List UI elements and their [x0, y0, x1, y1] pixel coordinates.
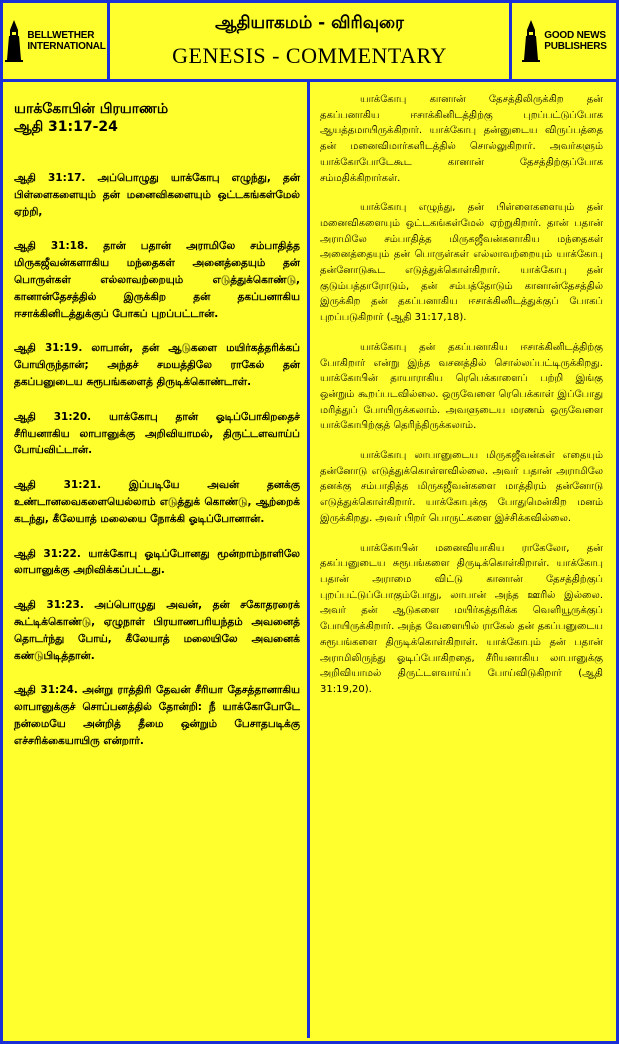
commentary-paragraph: யாக்கோபு கானான் தேசத்திலிருக்கிற தன் தகப்பனாகிய ஈசாக்கினிடத்திற்கு புறப்பட்டுப்போக ஆயத்தமாயிருக்கிறார். யாக்கோபு தன்னுடைய விருப்பத்தை தன் மனைவிமார்களிடத்தில் சொல்லுகிறார். அவர்களும் யாக்கோபோடேகூட கானான் தேசத்திற்குப்போக சம்மதிக்கிறார்கள்.	[320, 94, 603, 184]
verse-18: ஆதி 31:18. தான் பதான் அராமிலே சம்பாதித்த மிருகஜீவன்களாகிய மந்தைகள் அனைத்தையும் தன் பொருள்கள் எல்லாவற்றையும் எடுத்துக்கொண்டு, கானான்தேசத்தில் இருக்கிற தன் தகப்பனாகிய ஈசாக்கினிடத்துக்குப் போகப் புறப்பட்டான்.	[14, 240, 300, 320]
left-logo-line2: INTERNATIONAL	[27, 41, 106, 52]
commentary-column	[320, 92, 603, 712]
title-area	[110, 3, 509, 79]
column-divider	[307, 79, 310, 1038]
bell-tower-icon	[4, 20, 24, 62]
left-logo-line1: BELLWETHER	[27, 30, 95, 41]
commentary-paragraph: யாக்கோபின் மனைவியாகிய ராகேலோ, தன் தகப்பனுடைய சுரூபங்களை திருடிக்கொள்கிறாள். யாக்கோபு பதான் அராமை விட்டு கானான் தேசத்திற்குப் புறப்பட்டுப்போகும்போது, லாபான் அந்த ஊரில் இல்லை. அவர் தன் ஆடுகளை மயிர்கத்தரிக்க வெளியூருக்குப் போயிருக்கிறார். அந்த வேளையில் ராகேல் தன் தகப்பனுடைய சுரூபங்களை திருடிக்கொள்கிறாள். யாக்கோபும் தன் பதான் அராமிலிருந்து ஓடிப்போகிறதை, சீரியனாகிய லாபானுக்கு அறிவியாமல் திருட்டளவாய்ப் போய்விடுகிறார் (ஆதி 31:19,20).	[320, 542, 603, 695]
header	[3, 3, 616, 82]
heading-title: யாக்கோபின் பிரயாணம்	[14, 101, 169, 117]
commentary-paragraph: யாக்கோபு லாபானுடைய மிருகஜீவன்கள் எதையும் தன்னோடு எடுத்துக்கொள்ளவில்லை. அவர் பதான் அராமிலே தனக்கு சம்பாதித்த மிருகஜீவன்களை மாத்திரம் தன்னோடு எடுத்துக்கொள்கிறார். யாக்கோபுக்கு போதுமென்கிற மனம் இருக்கிறது. அவர் பிறர் பொருட்களை இச்சிக்கவில்லை.	[320, 450, 603, 524]
verse-23: ஆதி 31:23. அப்பொழுது அவன், தன் சகோதரரைக் கூட்டிக்கொண்டு, ஏழுநாள் பிரயாணபரியந்தம் அவனைத் தொடர்ந்து போய், கீலேயாத் மலையிலே அவனைக் கண்டுபிடித்தான்.	[14, 599, 300, 662]
section-heading	[14, 100, 300, 136]
commentary-paragraph: யாக்கோபு எழுந்து, தன் பிள்ளைகளையும் தன் மனைவிகளையும் ஒட்டகங்கள்மேல் ஏற்றுகிறார். தான் பதான் அராமிலே சம்பாதித்த மிருகஜீவன்களாகிய மந்தைகள் அனைத்தையும் தன் பொருள்கள் எல்லாவற்றையும் யாக்கோபு தன்னோடுகூட எடுத்துக்கொள்கிறார். யாக்கோபு தன் குடும்பத்தாரோடும், தன் சம்பத்தோடும் கானான்தேசத்தில் இருக்கிற தன் தகப்பனாகிய ஈசாக்கினிடத்துக்குப் போகப் புறப்படுகிறார் (ஆதி 31:17,18).	[320, 202, 603, 324]
verse-20: ஆதி 31:20. யாக்கோபு தான் ஓடிப்போகிறதைச் சீரியனாகிய லாபானுக்கு அறிவியாமல், திருட்டளவாய்ப் போய்விட்டான்.	[14, 410, 300, 457]
scripture-column	[14, 100, 300, 768]
title-tamil: ஆதியாகமம் - விரிவுரை	[215, 13, 404, 33]
verse-17: ஆதி 31:17. அப்பொழுது யாக்கோபு எழுந்து, தன் பிள்ளைகளையும் தன் மனைவிகளையும் ஒட்டகங்கள்மேல் ஏற்றி,	[14, 172, 300, 218]
verse-24: ஆதி 31:24. அன்று ராத்திரி தேவன் சீரியா தேசத்தானாகிய லாபானுக்குச் சொப்பனத்தில் தோன்றி: நீ யாக்கோபோடே நன்மையே அன்றித் தீமை ஒன்றும் பேசாதபடிக்கு எச்சரிக்கையாயிரு என்றார்.	[14, 684, 300, 747]
verse-19: ஆதி 31:19. லாபான், தன் ஆடுகளை மயிர்கத்தரிக்கப் போயிருந்தான்; அந்தச் சமயத்திலே ராகேல் தன் தகப்பனுடைய சுரூபங்களைத் திருடிக்கொண்டாள்.	[14, 342, 300, 388]
good-news-logo	[509, 3, 616, 79]
title-english: GENESIS - COMMENTARY	[172, 43, 447, 68]
verse-21: ஆதி 31:21. இப்படியே அவன் தனக்கு உண்டானவைகளையெல்லாம் எடுத்துக் கொண்டு, ஆற்றைக் கடந்து, கீலேயாத் மலையை நோக்கி ஓடிப்போனான்.	[14, 479, 300, 525]
verse-22: ஆதி 31:22. யாக்கோபு ஓடிப்போனது மூன்றாம்நாளிலே லாபானுக்கு அறிவிக்கப்பட்டது.	[14, 547, 300, 577]
heading-reference: ஆதி 31:17-24	[14, 119, 118, 135]
bellwether-logo	[3, 3, 110, 79]
right-logo-line2: PUBLISHERS	[544, 41, 607, 52]
right-logo-line1: GOOD NEWS	[544, 30, 606, 41]
bell-tower-icon	[521, 20, 541, 62]
commentary-paragraph: யாக்கோபு தன் தகப்பனாகிய ஈசாக்கினிடத்திற்கு போகிறார் என்று இந்த வசனத்தில் சொல்லப்பட்டிருக்கிறது. யாக்கோபின் தாயாராகிய ரெபெக்காளைப் பற்றி இங்கு ஒன்றும் கூறப்படவில்லை. ஒருவேளை ரெபெக்காள் இப்போது மரித்துப் போயிருக்கலாம். அவளுடைய மரணம் ஒருவேளை யாக்கோபிற்குத் தெரிந்திருக்கலாம்.	[320, 341, 603, 432]
